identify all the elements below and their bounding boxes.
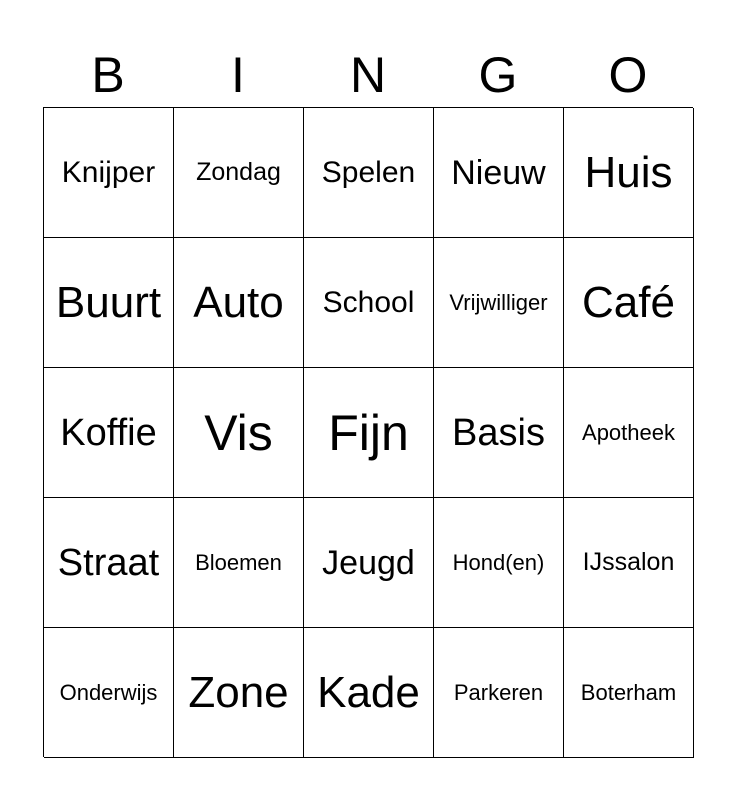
bingo-cell[interactable]: Knijper — [44, 108, 174, 238]
bingo-cell[interactable]: Hond(en) — [434, 498, 564, 628]
bingo-cell[interactable]: Apotheek — [564, 368, 694, 498]
bingo-cell[interactable]: School — [304, 238, 434, 368]
bingo-cell[interactable]: Bloemen — [174, 498, 304, 628]
bingo-board — [43, 107, 693, 757]
bingo-cell[interactable]: Straat — [44, 498, 174, 628]
header-letter-b: B — [91, 47, 125, 103]
bingo-cell[interactable]: Nieuw — [434, 108, 564, 238]
bingo-cell[interactable]: Vrijwilliger — [434, 238, 564, 368]
bingo-cell[interactable]: Zone — [174, 628, 304, 758]
bingo-cell[interactable]: Parkeren — [434, 628, 564, 758]
bingo-cell[interactable]: Kade — [304, 628, 434, 758]
bingo-cell[interactable]: Koffie — [44, 368, 174, 498]
bingo-cell[interactable]: Auto — [174, 238, 304, 368]
bingo-cell[interactable]: Vis — [174, 368, 304, 498]
bingo-cell[interactable]: Buurt — [44, 238, 174, 368]
header-letter-o: O — [608, 47, 648, 103]
bingo-cell[interactable]: Fijn — [304, 368, 434, 498]
header-letter-i: I — [231, 47, 245, 103]
bingo-cell[interactable]: Onderwijs — [44, 628, 174, 758]
bingo-cell[interactable]: Huis — [564, 108, 694, 238]
bingo-cell[interactable]: Café — [564, 238, 694, 368]
bingo-cell[interactable]: Basis — [434, 368, 564, 498]
bingo-header — [43, 44, 693, 106]
bingo-cell[interactable]: Boterham — [564, 628, 694, 758]
header-letter-n: N — [349, 47, 387, 103]
header-letter-g: G — [478, 47, 518, 103]
bingo-cell[interactable]: Zondag — [174, 108, 304, 238]
bingo-cell[interactable]: Spelen — [304, 108, 434, 238]
bingo-cell[interactable]: Jeugd — [304, 498, 434, 628]
bingo-cell[interactable]: IJssalon — [564, 498, 694, 628]
